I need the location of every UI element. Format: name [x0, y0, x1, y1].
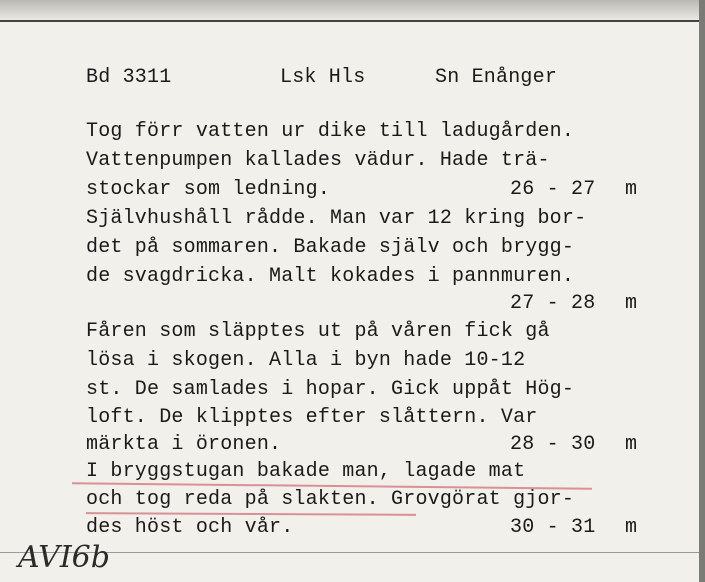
text-line: stockar som ledning.	[86, 178, 331, 201]
text-line: det på sommaren. Bakade själv och brygg-	[86, 236, 575, 259]
text-line: I bryggstugan bakade man, lagade mat	[86, 460, 526, 483]
card-top-edge	[0, 0, 705, 20]
card-id: Bd 3311	[86, 66, 172, 89]
text-line: de svagdricka. Malt kokades i pannmuren.	[86, 265, 575, 288]
card-parish: Sn Enånger	[435, 66, 558, 89]
top-rule	[0, 20, 699, 22]
handwritten-note: AVI6b	[18, 540, 110, 575]
page-reference-unit: m	[625, 292, 638, 315]
text-line: Självhushåll rådde. Man var 12 kring bor-	[86, 207, 587, 230]
page-reference-unit: m	[625, 178, 638, 201]
page-reference: 26 - 27	[510, 178, 596, 201]
card-right-edge	[699, 0, 705, 582]
text-line: des höst och vår.	[86, 516, 294, 539]
page-reference-unit: m	[625, 516, 638, 539]
text-line: märkta i öronen.	[86, 433, 282, 456]
page-reference: 30 - 31	[510, 516, 596, 539]
text-line: Tog förr vatten ur dike till ladugården.	[86, 120, 575, 143]
page-reference-unit: m	[625, 433, 638, 456]
text-line: Vattenpumpen kallades vädur. Hade trä-	[86, 149, 550, 172]
text-line: lösa i skogen. Alla i byn hade 10-12	[86, 349, 526, 372]
page-reference: 27 - 28	[510, 292, 596, 315]
card-region: Lsk Hls	[280, 66, 366, 89]
text-line: och tog reda på slakten. Grovgörat gjor-	[86, 488, 575, 511]
text-line: st. De samlades i hopar. Gick uppåt Hög-	[86, 378, 575, 401]
text-line: loft. De klipptes efter slåttern. Var	[86, 406, 538, 429]
text-line: Fåren som släpptes ut på våren fick gå	[86, 320, 550, 343]
page-reference: 28 - 30	[510, 433, 596, 456]
